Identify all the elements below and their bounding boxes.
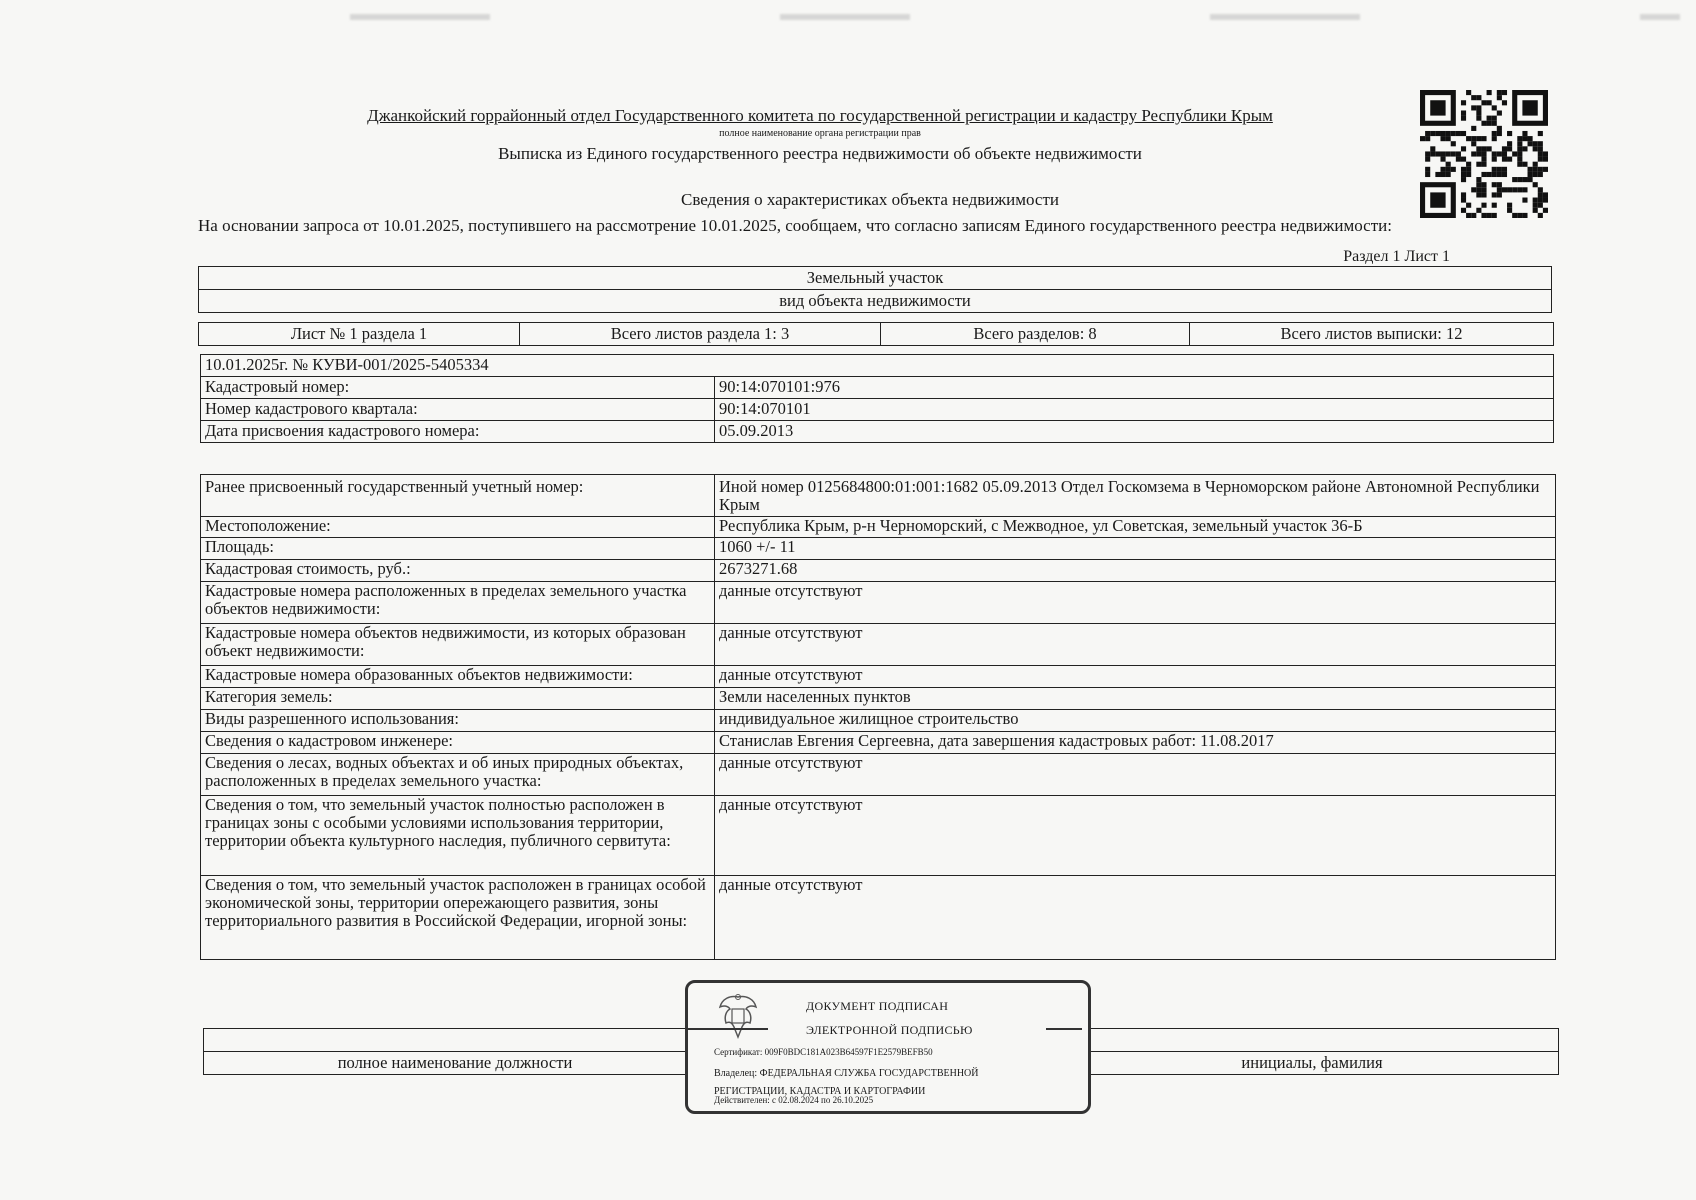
total-extract-sheets: Всего листов выписки: 12 xyxy=(1190,323,1554,346)
detail-label: Сведения о лесах, водных объектах и об иных природных объектах, расположенных в пределах земельного участка: xyxy=(201,754,715,796)
detail-label: Виды разрешенного использования: xyxy=(201,710,715,732)
detail-value: данные отсутствуют xyxy=(715,666,1556,688)
details-table xyxy=(200,474,1556,960)
detail-value: данные отсутствуют xyxy=(715,624,1556,666)
assignment-date-value: 05.09.2013 xyxy=(715,421,1554,443)
info-title: Сведения о характеристиках объекта недвижимости xyxy=(681,190,1059,209)
request-number: 10.01.2025г. № КУВИ-001/2025-5405334 xyxy=(201,355,1554,377)
cadastral-number-value: 90:14:070101:976 xyxy=(715,377,1554,399)
stamp-validity: Действителен: с 02.08.2024 по 26.10.2025 xyxy=(714,1095,874,1105)
stamp-line-2: ЭЛЕКТРОННОЙ ПОДПИСЬЮ xyxy=(806,1023,973,1037)
detail-label: Площадь: xyxy=(201,538,715,560)
stamp-divider xyxy=(1046,1028,1082,1030)
detail-label: Сведения о том, что земельный участок расположен в границах особой экономической зоны, территории опережающего развития, зоны территориального развития в Российской Федерации, игорной зоны: xyxy=(201,876,715,960)
detail-value: Земли населенных пунктов xyxy=(715,688,1556,710)
request-text: На основании запроса от 10.01.2025, поступившего на рассмотрение 10.01.2025, сообщаем, что согласно записям Единого государственного реестра недвижимости: xyxy=(198,216,1392,235)
detail-value: данные отсутствуют xyxy=(715,582,1556,624)
detail-value: данные отсутствуют xyxy=(715,876,1556,960)
detail-label: Кадастровые номера образованных объектов недвижимости: xyxy=(201,666,715,688)
scan-artifact xyxy=(780,14,910,20)
scan-artifact xyxy=(350,14,490,20)
extract-title: Выписка из Единого государственного реестра недвижимости об объекте недвижимости xyxy=(498,144,1142,163)
stamp-certificate: Сертификат: 009F0BDC181A023B64597F1E2579BEFB50 xyxy=(714,1047,933,1057)
detail-label: Кадастровые номера расположенных в пределах земельного участка объектов недвижимости: xyxy=(201,582,715,624)
detail-label: Кадастровая стоимость, руб.: xyxy=(201,560,715,582)
cadastral-quarter-label: Номер кадастрового квартала: xyxy=(201,399,715,421)
organization-caption: полное наименование органа регистрации прав xyxy=(719,128,921,139)
detail-label: Кадастровые номера объектов недвижимости, из которых образован объект недвижимости: xyxy=(201,624,715,666)
qr-code-icon xyxy=(1420,90,1548,218)
detail-value: индивидуальное жилищное строительство xyxy=(715,710,1556,732)
detail-label: Ранее присвоенный государственный учетный номер: xyxy=(201,475,715,517)
detail-value: данные отсутствуют xyxy=(715,796,1556,876)
scan-artifact xyxy=(1210,14,1360,20)
stamp-owner: Владелец: ФЕДЕРАЛЬНАЯ СЛУЖБА ГОСУДАРСТВЕННОЙ РЕГИСТРАЦИИ, КАДАСТРА И КАРТОГРАФИИ xyxy=(714,1068,979,1097)
detail-label: Сведения о кадастровом инженере: xyxy=(201,732,715,754)
sheets-table xyxy=(198,322,1554,346)
detail-label: Категория земель: xyxy=(201,688,715,710)
position-cell xyxy=(204,1029,707,1052)
position-caption: полное наименование должности xyxy=(204,1052,707,1075)
section-label: Раздел 1 Лист 1 xyxy=(1343,248,1450,265)
coat-of-arms-icon xyxy=(712,991,764,1043)
name-caption: инициалы, фамилия xyxy=(1066,1052,1559,1075)
identifiers-table xyxy=(200,354,1554,443)
total-sections: Всего разделов: 8 xyxy=(881,323,1190,346)
stamp-line-1: ДОКУМЕНТ ПОДПИСАН xyxy=(806,999,949,1013)
detail-value: Республика Крым, р-н Черноморский, с Межводное, ул Советская, земельный участок 36-Б xyxy=(715,517,1556,538)
object-type: Земельный участок xyxy=(199,267,1552,290)
total-section-sheets: Всего листов раздела 1: 3 xyxy=(520,323,881,346)
electronic-signature-stamp xyxy=(685,980,1091,1114)
detail-value: данные отсутствуют xyxy=(715,754,1556,796)
scan-artifact xyxy=(1640,14,1680,20)
detail-value: Иной номер 0125684800:01:001:1682 05.09.2013 Отдел Госкомзема в Черноморском районе Автономной Республики Крым xyxy=(715,475,1556,517)
assignment-date-label: Дата присвоения кадастрового номера: xyxy=(201,421,715,443)
organization-name: Джанкойский горрайонный отдел Государственного комитета по государственной регистрации и кадастру Республики Крым xyxy=(367,106,1273,125)
object-type-table xyxy=(198,266,1552,313)
detail-label: Местоположение: xyxy=(201,517,715,538)
name-cell xyxy=(1066,1029,1559,1052)
object-type-caption: вид объекта недвижимости xyxy=(199,290,1552,313)
cadastral-quarter-value: 90:14:070101 xyxy=(715,399,1554,421)
stamp-divider xyxy=(688,1028,768,1030)
detail-value: 1060 +/- 11 xyxy=(715,538,1556,560)
detail-value: 2673271.68 xyxy=(715,560,1556,582)
cadastral-number-label: Кадастровый номер: xyxy=(201,377,715,399)
detail-value: Станислав Евгения Сергеевна, дата завершения кадастровых работ: 11.08.2017 xyxy=(715,732,1556,754)
detail-label: Сведения о том, что земельный участок полностью расположен в границах зоны с особыми условиями использования территории, территории объекта культурного наследия, публичного сервитута: xyxy=(201,796,715,876)
sheet-number: Лист № 1 раздела 1 xyxy=(199,323,520,346)
